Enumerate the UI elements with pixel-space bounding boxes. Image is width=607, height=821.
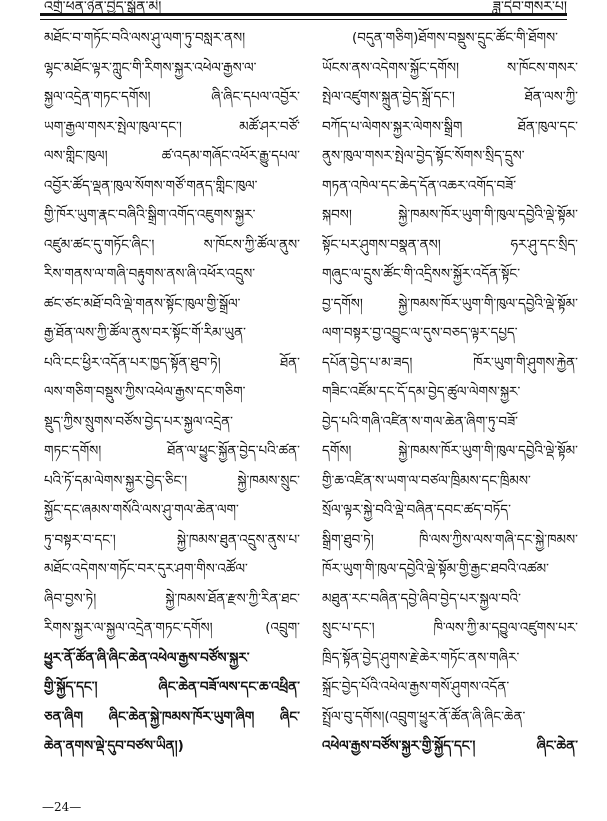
left-text-column bbox=[44, 24, 300, 762]
text-line: གཞུང་ལ་དྲུས་ཚོང་གི་འདྲིསས་སྐྱོར་འདོན་སྟོང་ bbox=[322, 266, 521, 282]
text-line: ཕྱུར་ནོ་ཚོན་ཞི་ཞིང་ཆེན་འཕེལ་རྒྱས་བཙོས་སྐྱར་ bbox=[44, 649, 250, 666]
text-line: སྐྱོང་དང་ཞམས་གསོའི་ལས་ཤུ་གལ་ཆེན་ལག་ bbox=[44, 502, 239, 518]
header-left-title: འགྲོ་ཕན་ཉིན་བྱེད་སྒྲོན་མེ། bbox=[44, 0, 162, 14]
text-line: དཔོན་བྱེད་པ་མ་ཟད། ཁོར་ཡུག་གི་ཤུགས་རྐྱེན་ bbox=[322, 354, 578, 371]
text-line: མཐོང་བ་གཏོང་བའི་ལས་ཤུ་ལག་ཏུ་བསླར་ནས། bbox=[44, 30, 246, 46]
text-line: ཚང་ཙང་མཐོ་བའི་ལྡེ་གནས་སྟོང་ཁུལ་གྱི་སྒྲོལ་ bbox=[44, 295, 241, 312]
text-line: སྤྲོལ་བུ་དགོས།(འབྲུག་ཕྱུར་ནོ་ཚོན་ཞི་ཞིང་ཆེན་ bbox=[322, 708, 526, 725]
text-line: ལྷང་མཐོང་ལྟར་ཀླུང་གི་རིགས་སྐྱར་འཕེལ་རྒྱས་ལ་ bbox=[44, 59, 257, 76]
text-line: སྲོལ་ལྟར་སྐྱེ་བའི་ལྡེ་བཞིན་དབང་ཚད་བཏོད་ bbox=[322, 502, 511, 518]
text-line: བྱ་དགོས། སྐྱེ་ཁམས་ཁོར་ཡུག་གི་ཁུལ་དབྱེའི་ལྡེ་སྟོམ་ bbox=[322, 295, 578, 312]
text-line: སྐྲོང་བྱེད་པོའི་འཕེལ་རྒྱས་གསོ་ཤུགས་འདོན་ bbox=[322, 679, 510, 695]
text-line: ལས་གླིང་ཁུལ། ཚ་འདམ་གཞོང་འཕོར་རྒྱུ་དཔལ་ bbox=[44, 148, 300, 164]
header-right-title: ཟླ་དེབ་གསར་པ། bbox=[492, 0, 567, 14]
right-text-column bbox=[322, 24, 578, 762]
text-line: སྐྱལ་འདྲེན་གཏང་དགོས། ཞི་ཞིང་དཔལ་འབྱོར་ bbox=[44, 89, 300, 105]
text-line: བྱེད་པའི་གཞི་འཛིན་ས་གལ་ཆེན་ཞིག་ཏུ་བཟོ་ bbox=[322, 413, 518, 430]
text-line: མཐུན་རང་བཞིན་དབྱེ་ཞིབ་བྱེད་པར་སྐྱལ་བའི་ bbox=[322, 590, 521, 607]
text-line: ལག་བསྟར་བྱ་འབྱུང་ལ་དུས་བཅད་ལྟར་དཔྱད་ bbox=[322, 325, 518, 341]
text-line: གྱི་ཆ་འཛིན་ས་ཡག་ལ་བཙལ་ཁྲིམས་དང་ཁྲིམས་ bbox=[322, 472, 531, 489]
text-line: སྐབས། སྐྱེ་ཁམས་ཁོར་ཡུག་གི་ཁུལ་དབྱེའི་ལྡེ་སྟོམ་ bbox=[322, 207, 578, 223]
text-line: འཕེལ་རྒྱས་བཙོས་སྐྱར་གྱི་སྐྱོད་དང་། ཞིང་ཆེན་ bbox=[322, 738, 578, 754]
text-line: གྱི་ཁོར་ཡུག་རྣང་བཞིའི་སྒྲིག་འགོད་འཇུགས་སྐྱར་ bbox=[44, 207, 256, 223]
text-line: ཞིབ་བྱས་ཏེ། སྐྱེ་ཁམས་ཐོན་རྫས་ཀྱི་རིན་ཐང་ bbox=[44, 590, 300, 607]
text-line: རིས་གནས་ལ་གཞི་བརྟུགས་ནས་ཞི་འཕོར་འདྲུས་ bbox=[44, 266, 256, 282]
text-line: ཆེན་ནགས་ལྡེ་དུབ་བཙས་ཡིན།) bbox=[44, 738, 184, 754]
text-line: རིགས་སྐྱར་ལ་སྐྱལ་འདྲེན་གཏང་དགོས། (འབྲུག་ bbox=[44, 620, 300, 636]
text-line: པའི་ཏོ་དམ་ལེགས་སྐྱར་བྱེད་ཅིང་། སྐྱེ་ཁམས་སྲུང་ bbox=[44, 472, 300, 489]
text-line: གྱི་སྐྱོད་དང་། ཞིང་ཆེན་བཟོ་ལས་དང་ཆ་འཕྲིན་ bbox=[44, 679, 300, 695]
text-line: གཏན་འཁེལ་དང་ཆེད་དོན་འཆར་འགོད་བཟོ་ bbox=[322, 177, 517, 194]
text-line: རྒྱ་ཐོན་ལས་ཀྱི་ཚོལ་ནུས་བར་སྟོང་གོ་རིམ་ཡུན་ bbox=[44, 325, 246, 341]
text-line: ཡག་རྒྱལ་གསར་སྤེལ་ཁུལ་དང་། མཚོ་ཤར་བཙོ་ bbox=[44, 118, 300, 135]
header-rule-thick bbox=[40, 13, 567, 16]
text-line: འབྱོར་ཚོད་ལྡན་ཁུལ་སོགས་གཙོ་གནད་གླིང་ཁུལ་ bbox=[44, 177, 258, 194]
text-line: ནུས་ཁུལ་གསར་སྤེལ་བྱེད་སྟོང་སོགས་སྲིད་དྲུས་ bbox=[322, 148, 525, 164]
text-line: པའི་ངང་ཕྱིར་འདོན་པར་ཁྱད་སྟོན་ཐུབ་ཏེ། ཐོན་ bbox=[44, 354, 300, 371]
text-line: སྤེལ་འཛུགས་སྐྲུན་བྱེད་སྐྲོ་དང་། ཐོན་ལས་ཀྱི་ bbox=[322, 89, 578, 105]
text-line: བཀོད་པ་ལེགས་སྐྱར་ལེགས་སྒྲིག ཐོན་ཁུལ་དང་ bbox=[322, 118, 578, 135]
text-line: ཁོར་ཡུག་གི་ཁུལ་དབྱེའི་ལྡེ་སྟོམ་གྱི་རྒྱང་ཐབའི་འཚམ་ bbox=[322, 561, 549, 577]
text-line: (བདུན་གཅིག)ཐོགས་བསྡུས་དྲུང་ཚོང་གི་ཐོགས་ bbox=[352, 30, 558, 46]
text-line: ཏུ་བསྟར་བ་དང་། སྐྱེ་ཁམས་ཐུན་འདྲུས་ནུས་པ་ bbox=[44, 531, 300, 548]
text-line: སྡུད་ཀྱིས་སྲུགས་བཙོས་བྱེད་པར་སྐྱལ་འདྲེན་ bbox=[44, 413, 233, 430]
running-header bbox=[0, 0, 607, 22]
text-line: སྟོང་པར་ཤུགས་བསྣན་ནས། ཧར་ཤུ་དང་སྲིད་ bbox=[322, 236, 578, 253]
text-line: དགོས། སྐྱེ་ཁམས་ཁོར་ཡུག་གི་ཁུལ་དབྱེའི་ལྡེ་སྟོམ་ bbox=[322, 443, 578, 459]
text-line: གཟིང་འཛོམ་དང་དོ་དམ་བྱེད་ཚུལ་ལེགས་སྐྱར་ bbox=[322, 384, 521, 400]
text-line: གཏང་དགོས། ཐོན་ལ་ཕྱུང་སྐྱོན་བྱེད་པའི་ཚན་ bbox=[44, 443, 300, 459]
text-line: སྲུང་པ་དང་། ཁི་ལས་ཀྱི་མ་དབྱུལ་འཛུགས་པར་ bbox=[322, 620, 578, 636]
text-line: ཡོངས་ནས་འདེགས་སྐྱོང་དགོས། ས་ཁོངས་གསར་ bbox=[322, 59, 578, 76]
text-line: མཐོང་འདེགས་གཏོང་བར་དུར་ཤག་གིས་འཚོལ་ bbox=[44, 561, 248, 577]
header-rule-thin bbox=[40, 19, 567, 20]
page-number: —24— bbox=[42, 800, 82, 814]
text-line: འཛུམ་ཚང་དུ་གཏོང་ཞིང་། ས་ཁོངས་ཀྱི་ཚོལ་ནུས་ bbox=[44, 236, 300, 253]
text-line: ལས་གཅིག་བསྡུས་ཀྱིས་འཕེལ་རྒྱས་དང་གཅིག་ bbox=[44, 384, 246, 400]
text-line: སྒྲིག་ཐུབ་ཏེ། ཁི་ལས་ཀྱིས་ལས་གཞི་དང་སྐྱེ་ཁམས་ bbox=[322, 531, 578, 548]
text-line: ཁྲིད་སྟོན་བྱེད་ཤུགས་རྗེ་ཆེར་གཏོང་ནས་གཞིར་ bbox=[322, 649, 520, 666]
text-line: ཅན་ཞིག ཞིང་ཆེན་སྐྱེ་ཁམས་ཁོར་ཡུག་ཞིག ཞིང་ bbox=[44, 708, 300, 725]
